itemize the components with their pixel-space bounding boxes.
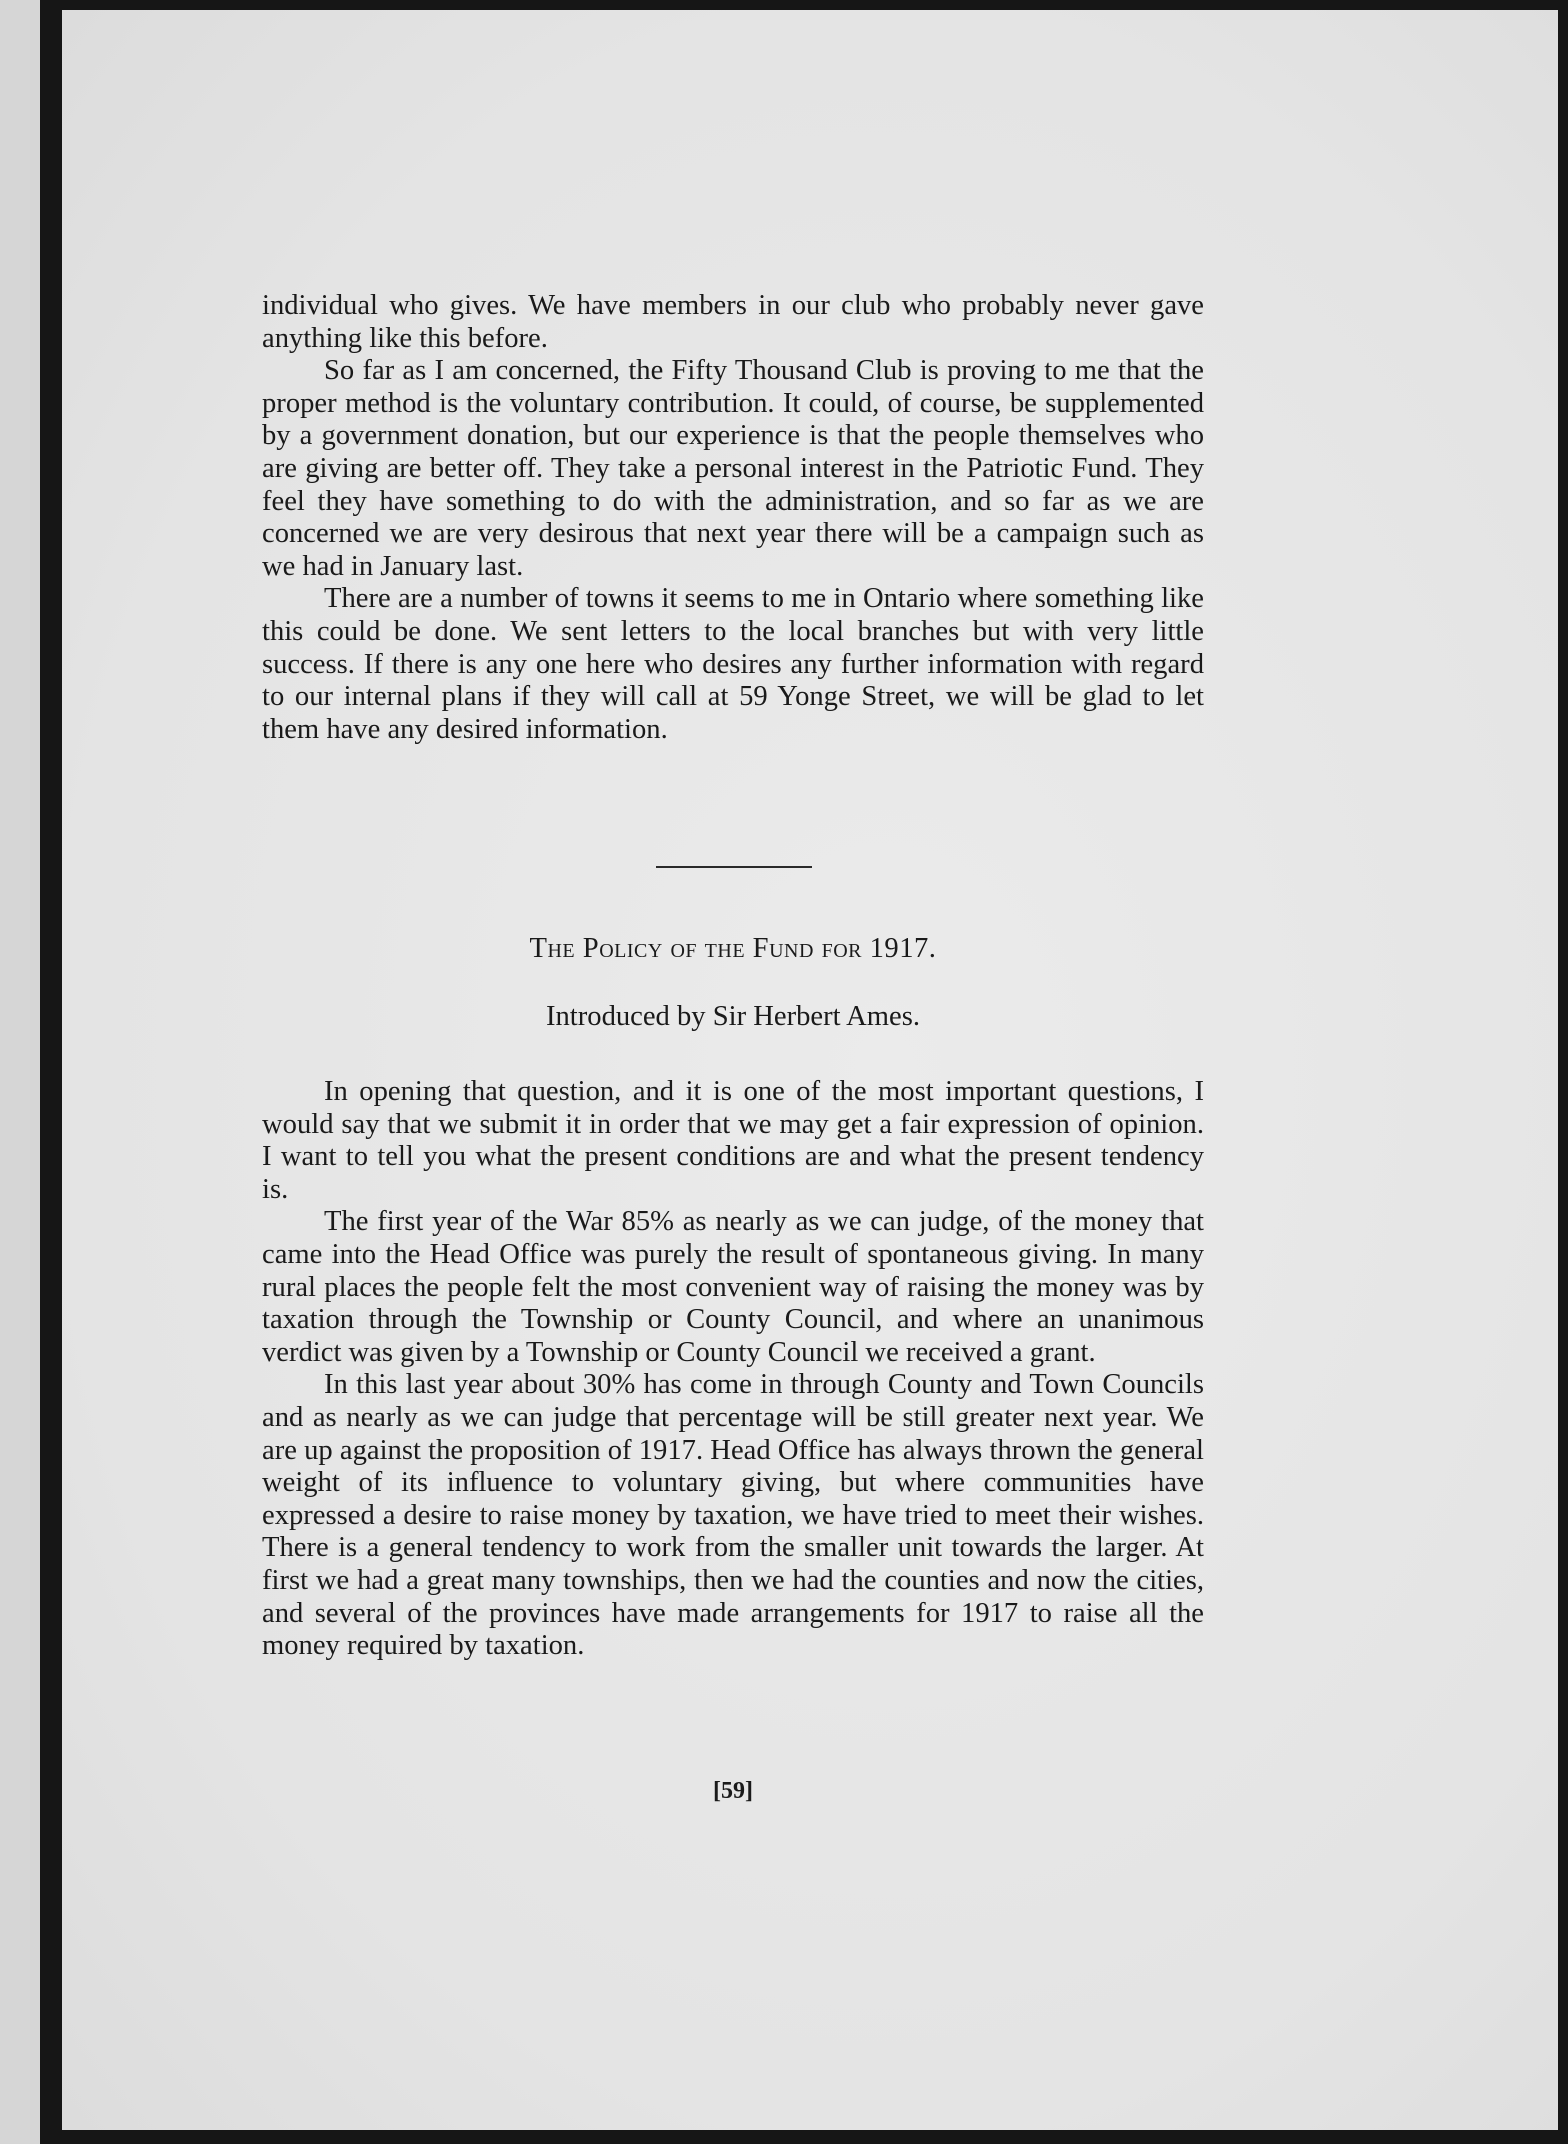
section-subheading: Introduced by Sir Herbert Ames. (545, 1001, 920, 1032)
page-number: [59] (713, 1778, 753, 1804)
section-heading: The Policy of the Fund for 1917. (529, 933, 937, 964)
bottom-text-block (262, 1076, 1204, 1663)
facing-page-edge (0, 0, 40, 2144)
top-text-block (262, 290, 1204, 746)
paragraph-fifty-thousand-club: So far as I am concerned, the Fifty Thousand Club is proving to me that the proper method is the voluntary contribution. It could, of course, be supplemented by a government donation, but our experience is that the people themselves who are giving are better off. They take a personal interest in the Patriotic Fund. They feel they have something to do with the administration, and so far as we are concerned we are very desirous that next year there will be a campaign such as we had in January last. (262, 355, 1204, 582)
paragraph-first-year: The first year of the War 85% as nearly as we can judge, of the money that came into the Head Office was purely the result of spontaneous giving. In many rural places the people felt the most convenient way of raising the money was by taxation through the Township or County Council, and where an unanimous verdict was given by a Township or County Council we received a grant. (262, 1206, 1204, 1368)
paragraph-opening-question: In opening that question, and it is one of the most important questions, I would say that we submit it in order that we may get a fair expression of opinion. I want to tell you what the present conditions are and what the present tendency is. (262, 1076, 1204, 1205)
paragraph-continuation: individual who gives. We have members in our club who probably never gave anything like this before. (262, 290, 1204, 354)
paragraph-towns-in-ontario: There are a number of towns it seems to me in Ontario where something like this could be done. We sent letters to the local branches but with very little success. If there is any one here who desires any further information with regard to our internal plans if they will call at 59 Yonge Street, we will be glad to let them have any desired information. (262, 583, 1204, 745)
section-divider-rule (656, 866, 812, 868)
paragraph-last-year: In this last year about 30% has come in through County and Town Councils and as nearly as we can judge that percentage will be still greater next year. We are up against the proposition of 1917. Head Office has always thrown the general weight of its influence to voluntary giving, but where communities have expressed a desire to raise money by taxation, we have tried to meet their wishes. There is a general tendency to work from the smaller unit towards the larger. At first we had a great many townships, then we had the counties and now the cities, and several of the provinces have made arrangements for 1917 to raise all the money required by taxation. (262, 1369, 1204, 1662)
